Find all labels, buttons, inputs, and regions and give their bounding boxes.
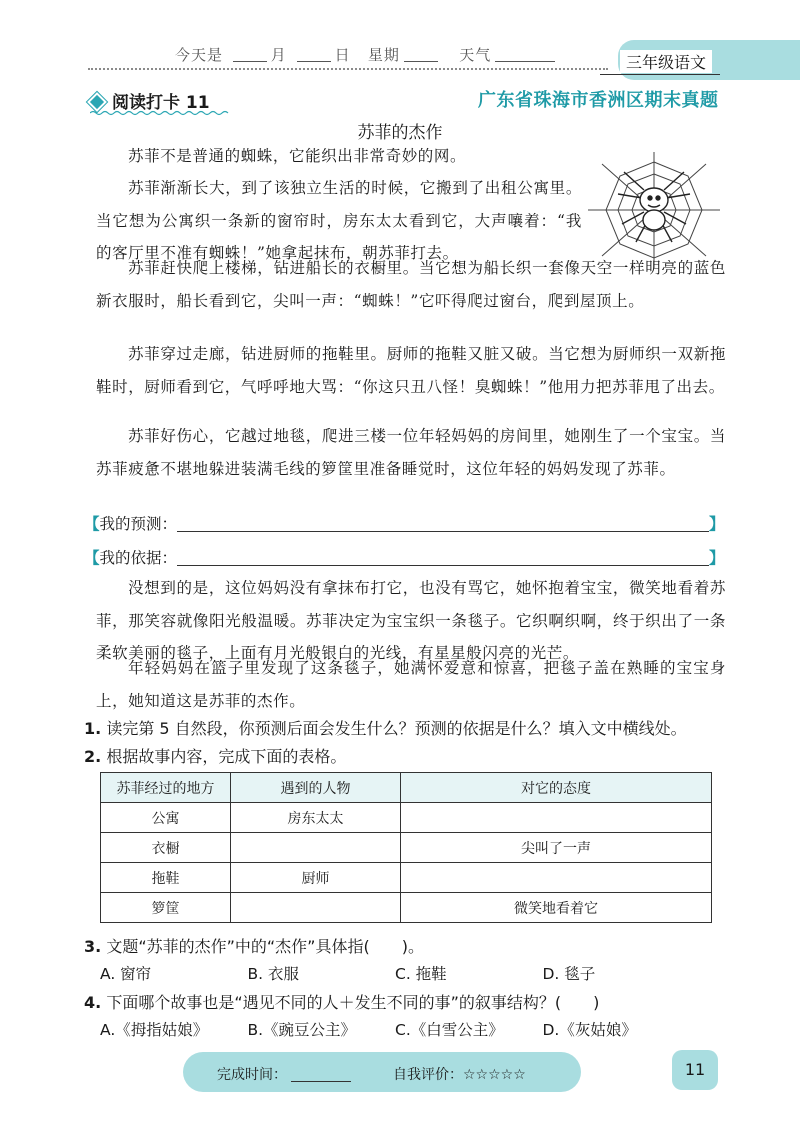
question-2-number: 2. [84,747,102,766]
page-number: 11 [672,1050,718,1090]
table-cell-blank[interactable] [231,893,401,923]
table-cell: 房东太太 [231,803,401,833]
story-title: 苏菲的杰作 [357,123,443,143]
footer-bar [183,1052,581,1092]
question-4 [84,990,599,1013]
table-cell: 拖鞋 [101,863,231,893]
table-row [101,803,712,833]
table-header-place: 苏菲经过的地方 [101,773,231,803]
grade-label: 三年级语文 [620,50,712,73]
completion-time-blank[interactable] [291,1067,351,1082]
question-3 [84,934,424,957]
table-cell: 箩筐 [101,893,231,923]
question-3-options [100,962,690,984]
table-header-person: 遇到的人物 [231,773,401,803]
story-paragraph-3: 苏菲赶快爬上楼梯，钻进船长的衣橱里。当它想为船长织一套像天空一样明亮的蓝色新衣服时，船长看到它，尖叫一声：“蜘蛛！”它吓得爬过窗台，爬到屋顶上。 [96,259,726,310]
story-paragraph-4: 苏菲穿过走廊，钻进厨师的拖鞋里。厨师的拖鞋又脏又破。当它想为厨师织一双新拖鞋时，厨师看到它，气呼呼地大骂：“你这只丑八怪！臭蜘蛛！”他用力把苏菲甩了出去。 [96,345,726,396]
option-d[interactable]: D.《灰姑娘》 [542,1021,637,1039]
question-4-text: 下面哪个故事也是“遇见不同的人＋发生不同的事”的叙事结构？( ) [106,993,600,1012]
weekday-blank[interactable] [404,47,438,62]
grade-tab [600,40,800,80]
dotted-divider [88,68,608,70]
story-paragraph-6: 没想到的是，这位妈妈没有拿抹布打它，也没有骂它，她怀抱着宝宝，微笑地看着苏菲，那笑容就像阳光般温暖。苏菲决定为宝宝织一条毯子。它织啊织啊，终于织出了一条柔软美丽的毯子，上面有月光般银白的光线，有星星般闪亮的光芒。 [96,579,726,662]
option-b[interactable]: B. 衣服 [247,965,299,983]
story-paragraph-1: 苏菲不是普通的蜘蛛，它能织出非常奇妙的网。 [128,147,467,165]
question-1 [84,716,687,739]
basis-blank[interactable] [177,549,709,566]
basis-label: 我的依据： [99,549,178,567]
date-line [175,44,559,65]
question-3-number: 3. [84,937,102,956]
table-header-row [101,773,712,803]
month-label: 月 [270,46,287,64]
self-rating-label: 自我评价： [393,1067,463,1083]
table-header-attitude: 对它的态度 [401,773,712,803]
day-label: 日 [334,46,351,64]
weather-blank[interactable] [495,47,555,62]
option-a[interactable]: A. 窗帘 [100,965,152,983]
exam-source: 广东省珠海市香洲区期末真题 [478,90,719,111]
question-2-text: 根据故事内容，完成下面的表格。 [106,747,347,766]
question-1-text: 读完第 5 自然段，你预测后面会发生什么？预测的依据是什么？填入文中横线处。 [106,719,687,738]
option-a[interactable]: A.《拇指姑娘》 [100,1021,209,1039]
story-paragraph-2: 苏菲渐渐长大，到了该独立生活的时候，它搬到了出租公寓里。当它想为公寓织一条新的窗帘时，房东太太看到它，大声嚷着：“我的客厅里不准有蜘蛛！”她拿起抹布，朝苏菲打去。 [96,179,582,262]
weather-label: 天气 [459,46,492,64]
day-blank[interactable] [297,47,331,62]
diamond-icon [90,95,104,109]
table-cell: 衣橱 [101,833,231,863]
option-d[interactable]: D. 毯子 [542,965,596,983]
prediction-label: 我的预测： [99,515,178,533]
question-1-number: 1. [84,719,102,738]
table-cell-blank[interactable] [401,803,712,833]
answer-table [100,772,712,923]
story-paragraph-7: 年轻妈妈在篮子里发现了这条毯子，她满怀爱意和惊喜，把毯子盖在熟睡的宝宝身上，她知道这是苏菲的杰作。 [96,659,726,710]
table-row [101,863,712,893]
table-cell-blank[interactable] [401,863,712,893]
option-c[interactable]: C. 拖鞋 [395,965,447,983]
story-paragraph-5: 苏菲好伤心，它越过地毯，爬进三楼一位年轻妈妈的房间里，她刚生了一个宝宝。当苏菲疲惫不堪地躲进装满毛线的箩筐里准备睡觉时，这位年轻的妈妈发现了苏菲。 [96,427,726,478]
month-blank[interactable] [233,47,267,62]
table-cell: 公寓 [101,803,231,833]
option-c[interactable]: C.《白雪公主》 [395,1021,504,1039]
card-title-text: 阅读打卡 11 [112,93,210,113]
star-rating-icon[interactable]: ☆☆☆☆☆ [463,1067,526,1083]
table-cell: 微笑地看着它 [401,893,712,923]
prediction-line[interactable]: 【我的预测： 】 [84,515,725,533]
prediction-blank[interactable] [177,515,709,532]
question-2 [84,744,346,767]
completion-time [217,1064,351,1084]
basis-line[interactable]: 【我的依据： 】 [84,549,725,567]
option-b[interactable]: B.《豌豆公主》 [247,1021,357,1039]
table-cell: 厨师 [231,863,401,893]
question-4-options [100,1018,690,1040]
table-row [101,893,712,923]
wavy-underline [90,110,230,116]
table-cell-blank[interactable] [231,833,401,863]
question-3-text: 文题“苏菲的杰作”中的“杰作”具体指( )。 [106,937,424,956]
grade-tab-underline [600,74,720,75]
completion-time-label: 完成时间： [217,1067,287,1083]
weekday-label: 星期 [367,46,400,64]
question-4-number: 4. [84,993,102,1012]
table-cell: 尖叫了一声 [401,833,712,863]
self-rating [393,1064,526,1084]
table-row [101,833,712,863]
date-prefix: 今天是 [175,46,224,64]
